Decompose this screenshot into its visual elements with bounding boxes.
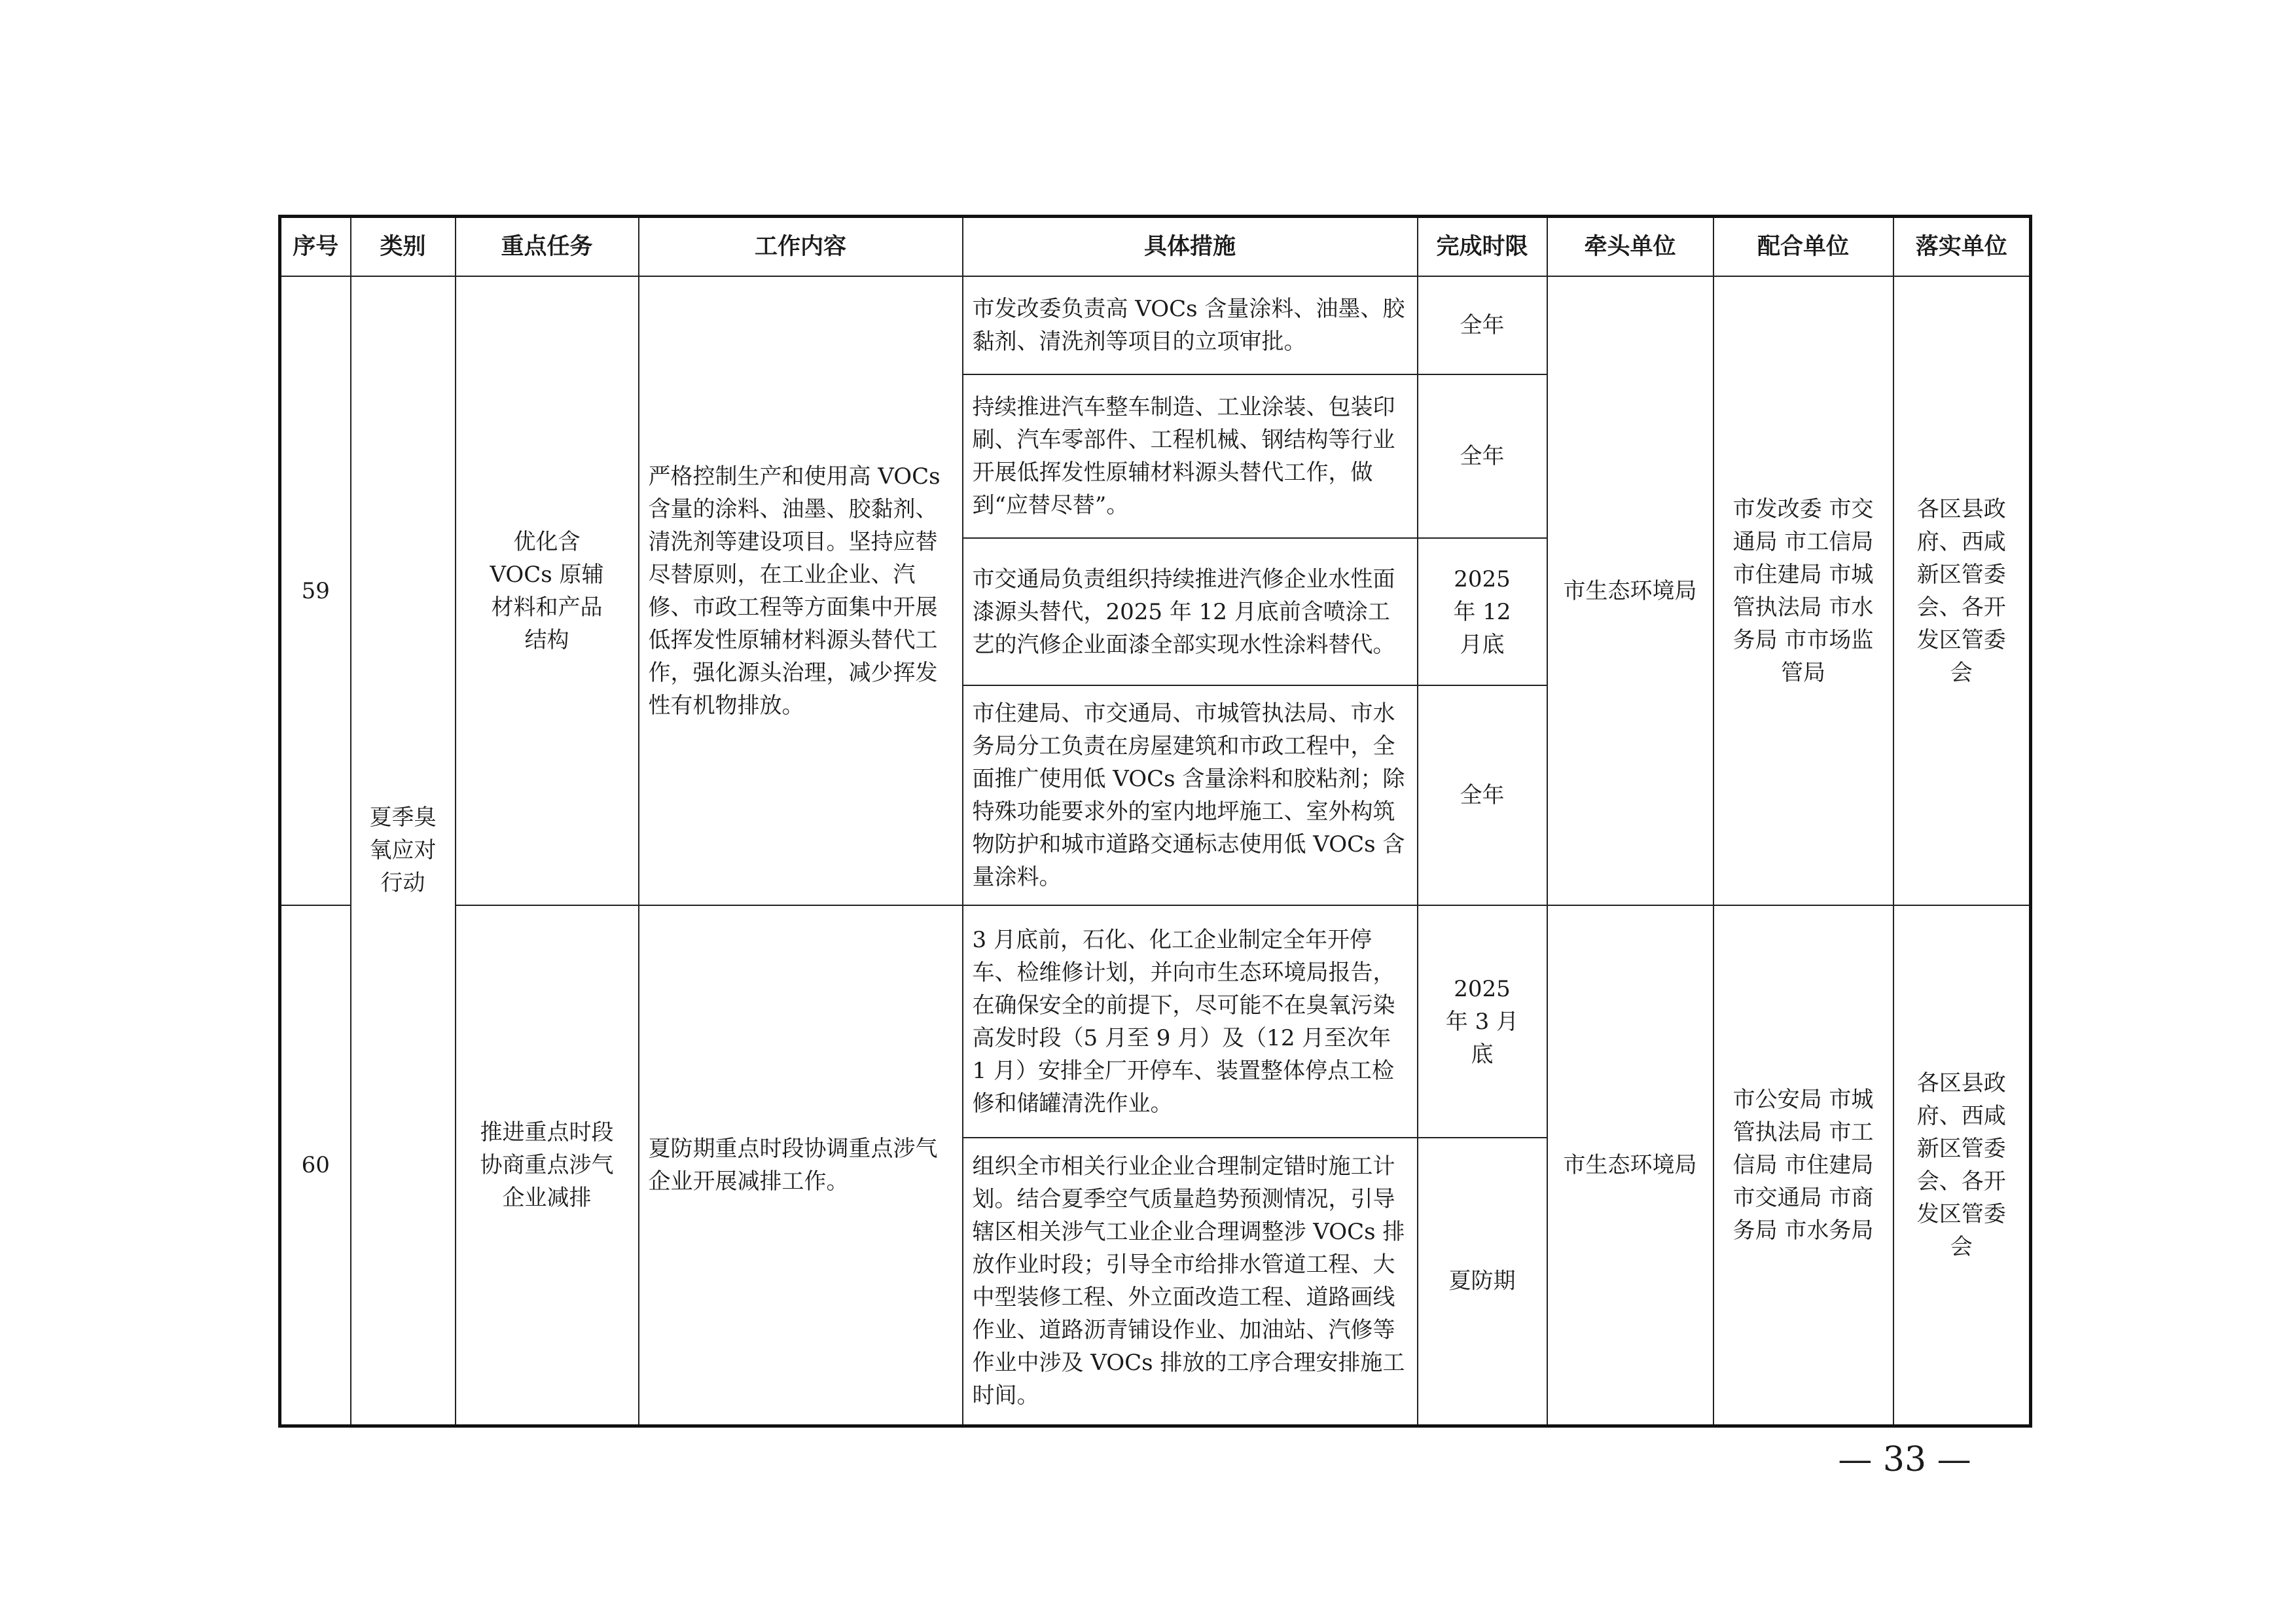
header-lead: 牵头单位 [1547, 217, 1713, 277]
row-59-measure-2: 持续推进汽车整车制造、工业涂装、包装印刷、汽车零部件、工程机械、钢结构等行业开展低挥发性原辅材料源头替代工作，做到“应替尽替”。 [963, 374, 1418, 538]
row-59-implement: 各区县政府、西咸新区管委会、各开发区管委会 [1893, 276, 2031, 905]
row-59-lead: 市生态环境局 [1547, 276, 1713, 905]
row-60-measure-1: 3 月底前，石化、化工企业制定全年开停车、检维修计划，并向市生态环境局报告，在确保安全的前提下，尽可能不在臭氧污染高发时段（5 月至 9 月）及（12 月至次年 1 月）安排全厂开停车、装置整体停点工检修和储罐清洗作业。 [963, 905, 1418, 1138]
header-implement: 落实单位 [1893, 217, 2031, 277]
header-content: 工作内容 [639, 217, 963, 277]
row-60-implement: 各区县政府、西咸新区管委会、各开发区管委会 [1893, 905, 2031, 1426]
row-59-measure-3: 市交通局负责组织持续推进汽修企业水性面漆源头替代，2025 年 12 月底前含喷涂工艺的汽修企业面漆全部实现水性涂料替代。 [963, 538, 1418, 685]
row-60-content: 夏防期重点时段协调重点涉气企业开展减排工作。 [639, 905, 963, 1426]
row-59-task: 优化含 VOCs 原辅材料和产品结构 [456, 276, 639, 905]
row-60-lead: 市生态环境局 [1547, 905, 1713, 1426]
header-category: 类别 [351, 217, 456, 277]
row-60-deadline-1: 2025 年 3 月底 [1418, 905, 1547, 1138]
category-cell [351, 276, 456, 1426]
row-59-content: 严格控制生产和使用高 VOCs 含量的涂料、油墨、胶黏剂、清洗剂等建设项目。坚持应替尽替原则，在工业企业、汽修、市政工程等方面集中开展低挥发性原辅材料源头替代工作，强化源头治理，减少挥发性有机物排放。 [639, 276, 963, 905]
row-59-cooperate: 市发改委 市交通局 市工信局 市住建局 市城管执法局 市水务局 市市场监管局 [1713, 276, 1893, 905]
row-60-measure-2: 组织全市相关行业企业合理制定错时施工计划。结合夏季空气质量趋势预测情况，引导辖区相关涉气工业企业合理调整涉 VOCs 排放作业时段；引导全市给排水管道工程、大中型装修工程、外立面改造工程、道路画线作业、道路沥青铺设作业、加油站、汽修等作业中涉及 VOCs 排放的工序合理安排施工时间。 [963, 1138, 1418, 1426]
header-task: 重点任务 [456, 217, 639, 277]
header-no: 序号 [280, 217, 351, 277]
page-number: — 33 — [1838, 1440, 1971, 1479]
row-60-no: 60 [280, 905, 351, 1426]
row-59-measure-4: 市住建局、市交通局、市城管执法局、市水务局分工负责在房屋建筑和市政工程中，全面推广使用低 VOCs 含量涂料和胶粘剂；除特殊功能要求外的室内地坪施工、室外构筑物防护和城市道路交通标志使用低 VOCs 含量涂料。 [963, 685, 1418, 905]
header-measures: 具体措施 [963, 217, 1418, 277]
row-60-cooperate: 市公安局 市城管执法局 市工信局 市住建局 市交通局 市商务局 市水务局 [1713, 905, 1893, 1426]
task-table [278, 215, 2032, 1428]
table-row [280, 276, 2031, 374]
row-59-deadline-1: 全年 [1418, 276, 1547, 374]
row-59-deadline-3: 2025 年 12 月底 [1418, 538, 1547, 685]
row-59-deadline-4: 全年 [1418, 685, 1547, 905]
header-deadline: 完成时限 [1418, 217, 1547, 277]
row-59-measure-1: 市发改委负责高 VOCs 含量涂料、油墨、胶黏剂、清洗剂等项目的立项审批。 [963, 276, 1418, 374]
header-cooperate: 配合单位 [1713, 217, 1893, 277]
row-60-deadline-2: 夏防期 [1418, 1138, 1547, 1426]
row-60-task: 推进重点时段协商重点涉气企业减排 [456, 905, 639, 1426]
header-row [280, 217, 2031, 277]
row-59-no: 59 [280, 276, 351, 905]
category-text: 夏季臭氧应对行动 [369, 804, 437, 897]
row-59-deadline-2: 全年 [1418, 374, 1547, 538]
table-row [280, 905, 2031, 1138]
